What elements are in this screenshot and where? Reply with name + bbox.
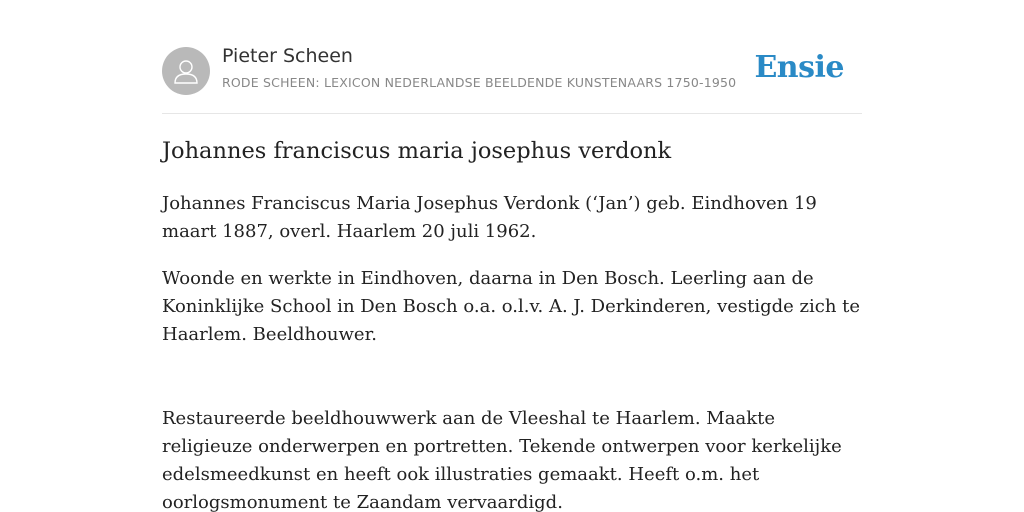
article-title: Johannes franciscus maria josephus verdonk — [162, 138, 672, 164]
author-avatar[interactable] — [162, 47, 210, 95]
ensie-logo[interactable]: Ensie — [754, 50, 844, 85]
article-body — [162, 190, 862, 512]
article-paragraph: Woonde en werkte in Eindhoven, daarna in Den Bosch. Leerling aan de Koninklijke School in Den Bosch o.a. o.l.v. A. J. Derkinderen, vestigde zich te Haarlem. Beeldhouwer. — [162, 268, 861, 345]
article-paragraph: Johannes Franciscus Maria Josephus Verdonk (‘Jan’) geb. Eindhoven 19 maart 1887, overl. Haarlem 20 juli 1962. — [162, 193, 817, 242]
author-name[interactable]: Pieter Scheen — [222, 45, 353, 67]
article-paragraph: Restaureerde beeldhouwwerk aan de Vleeshal te Haarlem. Maakte religieuze onderwerpen en portretten. Tekende ontwerpen voor kerkelijke edelsmeedkunst en heeft ook illustraties gemaakt. Heeft o.m. het oorlogsmonument te Zaandam vervaardigd. — [162, 408, 842, 512]
article-card — [162, 40, 862, 512]
paragraph-spacer — [162, 368, 862, 405]
article-header — [162, 40, 862, 114]
source-name[interactable]: RODE SCHEEN: LEXICON NEDERLANDSE BEELDENDE KUNSTENAARS 1750-1950 — [222, 75, 737, 90]
user-icon — [172, 57, 200, 85]
